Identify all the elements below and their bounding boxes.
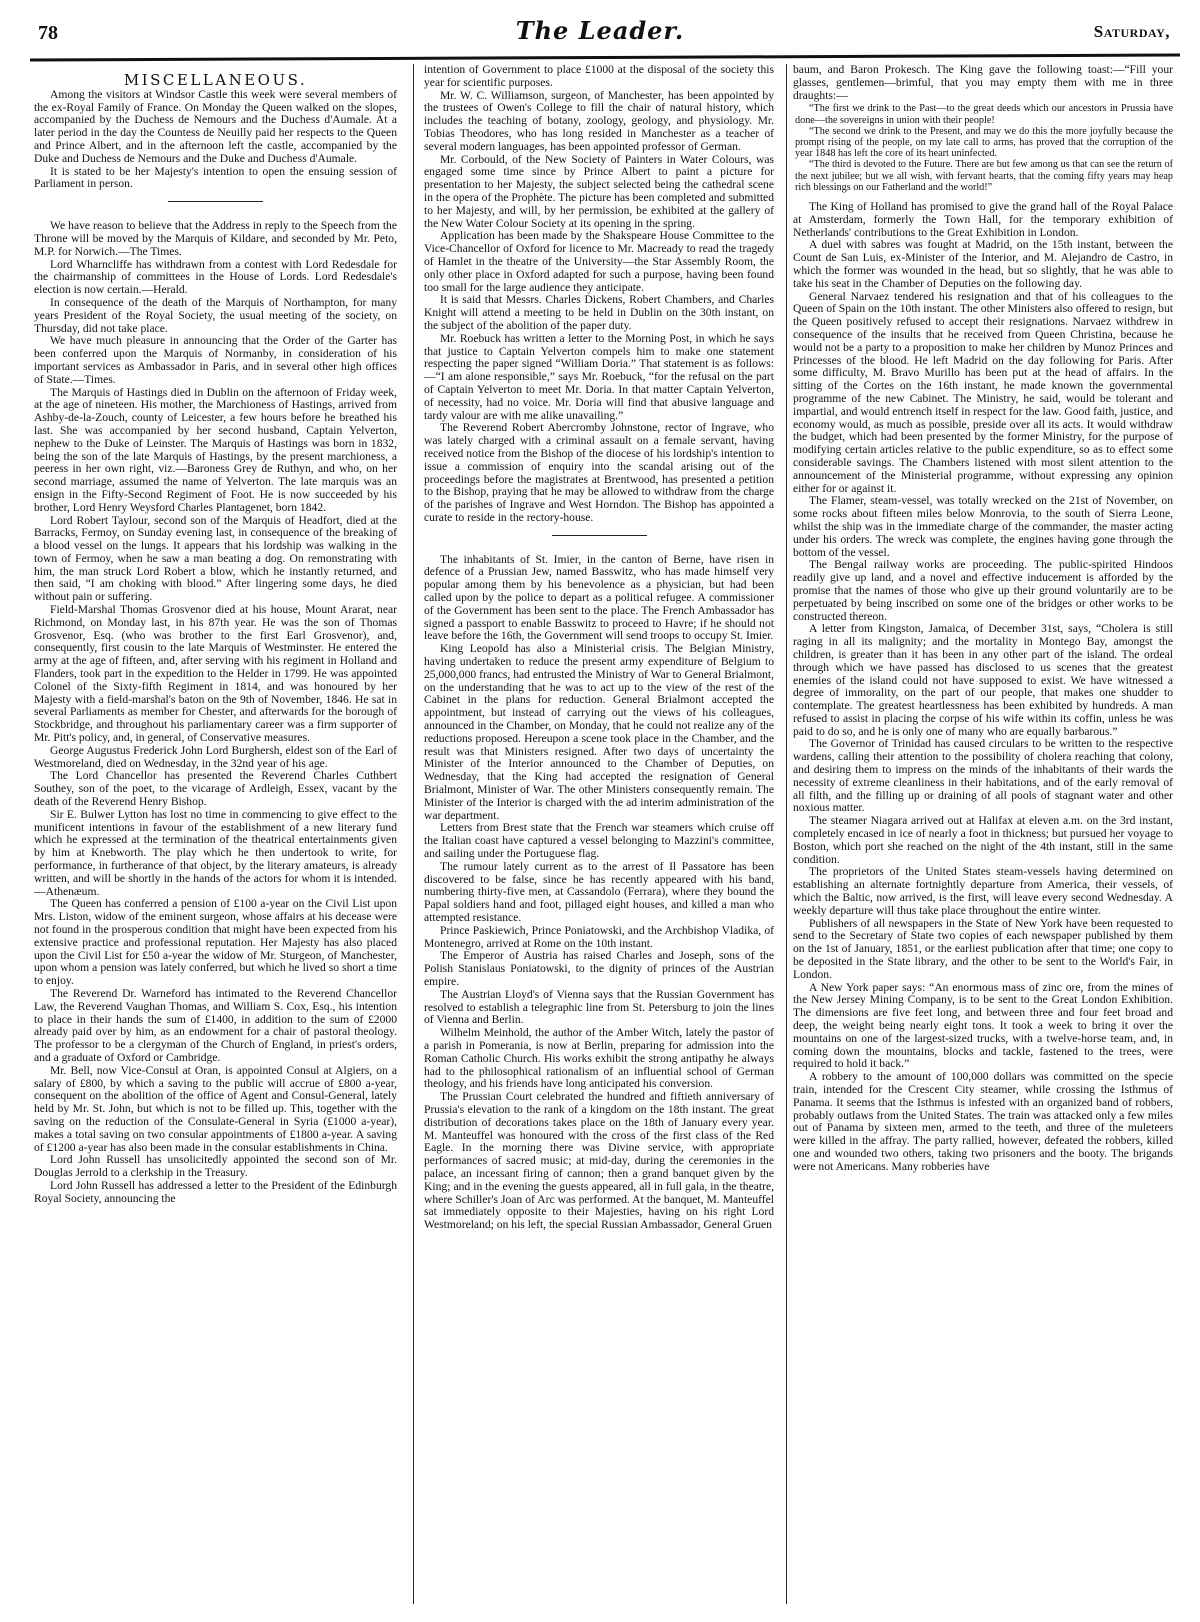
article-paragraph: Letters from Brest state that the French war steamers which cruise off the Italian coast have captured a vessel belonging to Mazzini's committee, and sailing under the Portuguese flag. xyxy=(424,821,774,861)
toast-quote: “The second we drink to the Present, and may we do this the more joyfully because the prompt rising of the people, on my late call to arms, has proved that the corruption of the year 1848 has left the core of its heart uninfected. xyxy=(795,125,1173,160)
section-heading: MISCELLANEOUS. xyxy=(123,71,308,89)
article-paragraph: A letter from Kingston, Jamaica, of December 31st, says, “Cholera is still raging in all its malignity; and the mortality in Montego Bay, amongst the children, is greater than it has been in any other part of the island. The ordeal through which we have passed has disclosed to us scenes that the greatest enemies of the island could not have supposed to exist. We have witnessed a degree of immorality, on the part of our people, that makes one shudder to contemplate. The greatest heartlessness has been exhibited by hundreds. A man refused to assist in placing the corpse of his wife within its coffin, unless he was paid to do so, and he is only one of many who are equally barbarous.” xyxy=(793,622,1173,738)
newspaper-title: The Leader. xyxy=(515,16,685,45)
article-paragraph: George Augustus Frederick John Lord Burghersh, eldest son of the Earl of Westmoreland, died on Wednesday, in the 32nd year of his age. xyxy=(34,743,397,770)
masthead xyxy=(0,0,1200,62)
article-paragraph: Wilhelm Meinhold, the author of the Amber Witch, lately the pastor of a parish in Pomerania, is now at Berlin, preparing for admission into the Roman Catholic Church. His works exhibit the strong antipathy he always had to the philosophical rationalism of an influential school of German theology, and his friends have long anticipated his conversion. xyxy=(424,1026,774,1091)
article-paragraph: A robbery to the amount of 100,000 dollars was committed on the specie train, intended for the Crescent City steamer, while crossing the Isthmus of Panama. It seems that the Isthmus is infested with an organized band of robbers, probably outlaws from the United States. The train was attacked only a few miles out of Panama by sixteen men, armed to the teeth, and three of the muleteers were killed in the affray. The party rallied, however, defeated the robbers, killed one and wounded two others, taking two prisoners and the booty. The brigands were not Americans. Many robberies have xyxy=(793,1070,1173,1173)
article-paragraph: The rumour lately current as to the arrest of Il Passatore has been discovered to be false, since he has recently appeared with his band, numbering thirty-five men, at Cassandolo (Ferrara), where they bound the Papal soldiers hand and foot, pillaged eight houses, and killed a man who attempted resistance. xyxy=(424,859,774,924)
issue-day: Saturday, xyxy=(1093,22,1170,41)
article-paragraph: Mr. Bell, now Vice-Consul at Oran, is appointed Consul at Algiers, on a salary of £800, by which a saving to the public will accrue of £800 a-year, consequent on the abolition of the office of Agent and Consul-General, lately held by Mr. St. John, but which is not to be filled up. This, together with the saving on the reduction of the Consulate-General in Syria (£1000 a-year), makes a total saving on two consular appointments of £1800 a-year. A saving of £1200 a-year has also been made in the consular establishments in China. xyxy=(34,1063,397,1154)
article-paragraph: Lord Wharncliffe has withdrawn from a contest with Lord Redesdale for the chairmanship of committees in the House of Lords. Lord Redesdale's election is now certain.—Herald. xyxy=(34,257,397,297)
column-2 xyxy=(424,64,774,1232)
article-paragraph: Mr. Corbould, of the New Society of Painters in Water Colours, was engaged some time since by Prince Albert to paint a picture for presentation to her Majesty, the subject selected being the cathedral scene in the opera of the Prophète. The picture has been completed and submitted to her Majesty, and will, by her permission, be exhibited at the gallery of the New Water Colour Society at its opening in the spring. xyxy=(424,152,774,230)
article-paragraph: It is said that Messrs. Charles Dickens, Robert Chambers, and Charles Knight will attend a meeting to be held in Dublin on the 30th instant, on the subject of the abolition of the paper duty. xyxy=(424,293,774,332)
article-paragraph: The Bengal railway works are proceeding. The public-spirited Hindoos readily give up land, and a novel and effective inducement is afforded by the promise that the names of those who give up their ground voluntarily are to be perpetuated by being inscribed on some one of the bridges or other works to be constructed thereon. xyxy=(793,558,1173,623)
article-paragraph: A duel with sabres was fought at Madrid, on the 15th instant, between the Count de San Luis, ex-Minister of the Interior, and M. Alejandro de Castro, in which the former was wounded in the head, but so slightly, that he was able to take his seat in the Chamber of Deputies on the following day. xyxy=(793,238,1173,290)
article-paragraph: Mr. W. C. Williamson, surgeon, of Manchester, has been appointed by the trustees of Owen's College to fill the chair of natural history, which includes the teaching of botany, zoology, geology, and physiology. Mr. Tobias Theodores, who has long resided in Manchester as a teacher of several modern languages, has been appointed professor of German. xyxy=(424,88,774,153)
article-paragraph: Prince Paskiewich, Prince Poniatowski, and the Archbishop Vladika, of Montenegro, arrived at Rome on the 10th instant. xyxy=(424,923,774,950)
article-paragraph: Lord John Russell has unsolicitedly appointed the second son of Mr. Douglas Jerrold to a clerkship in the Treasury. xyxy=(34,1153,397,1180)
article-paragraph: The Queen has conferred a pension of £100 a-year on the Civil List upon Mrs. Liston, widow of the eminent surgeon, whose affairs at his decease were not found in the prosperous condition that might have been expected from his extensive practice and professional reputation. Her Majesty has also placed upon the Civil List for £50 a-year the widow of Mr. Sturgeon, of Manchester, upon whom a pension was lately conferred, but which he lived so short a time to enjoy. xyxy=(34,897,397,988)
column-3 xyxy=(793,64,1173,1174)
section-separator xyxy=(168,201,263,202)
article-paragraph: General Narvaez tendered his resignation and that of his colleagues to the Queen of Spain on the 10th instant. The other Ministers also offered to resign, but the Queen positively refused to accept their resignations. Narvaez withdrew in consequence of the insults that he received from Queen Christina, because he would not be a party to a proposition to make her children by Munoz Princes and Princesses of the blood. He left Madrid on the day following for Paris. After some difficulty, M. Bravo Murillo has been put at the head of affairs. In the sitting of the Cortes on the 16th instant, he made known the governmental programme of the new Cabinet. The Ministry, he said, would be tolerant and impartial, and would entrench itself in respect for the law. Good faith, justice, and economy would, as much as possible, preside over all its acts. It would withdraw the budget, which had been presented by the former Ministry, for the purpose of modifying certain articles relative to the public expenditure, so as to effect some considerable savings. The Chambers listened with most silent attention to the announcement of the Ministerial programme, without expressing any opinion either for or against it. xyxy=(793,289,1173,495)
header-rule xyxy=(30,53,1180,61)
article-paragraph: intention of Government to place £1000 at the disposal of the society this year for scientific purposes. xyxy=(424,63,774,89)
article-paragraph: Field-Marshal Thomas Grosvenor died at his house, Mount Ararat, near Richmond, on Monday last, in his 87th year. He was the son of Thomas Grosvenor, Esq. (who was brother to the first Earl Grosvenor), and, consequently, first cousin to the late Marquis of Westminster. He entered the army at the age of fifteen, and, after serving with his regiment in Holland and Flanders, took part in the expedition to the Helder in 1799. He was appointed Colonel of the Sixty-fifth Regiment in 1814, and was honoured by her Majesty with a field-marshal's baton on the 9th of November, 1846. He sat in several Parliaments as member for Chester, and afterwards for the borough of Stockbridge, and throughout his parliamentary career was a firm supporter of Mr. Pitt's policy, and, in general, of Conservative measures. xyxy=(34,603,397,745)
article-paragraph: A New York paper says: “An enormous mass of zinc ore, from the mines of the New Jersey Mining Company, is to be sent to the Great London Exhibition. The dimensions are five feet long, and between three and four feet broad and deep, the weight being nearly eight tons. It took a week to bring it over the mountains on one of the largest-sized trucks, with a twelve-horse team, and, in coming down the mountains, blocks and tackle, fastened to the trees, were required to hold it back.” xyxy=(793,980,1173,1071)
article-paragraph: Lord Robert Taylour, second son of the Marquis of Headfort, died at the Barracks, Fermoy, on Sunday evening last, in consequence of the breaking of a blood vessel on the lungs. It appears that his lordship was walking in the town of Fermoy, when he saw a man beating a dog. On remonstrating with him, the man struck Lord Robert a blow, which he instantly returned, and then said, “I am choking with blood.” After lingering some days, he died without pain or suffering. xyxy=(34,513,397,604)
article-paragraph: We have reason to believe that the Address in reply to the Speech from the Throne will be moved by the Marquis of Kildare, and seconded by Mr. Peto, M.P. for Norwich.—The Times. xyxy=(34,219,397,258)
article-paragraph: It is stated to be her Majesty's intention to open the ensuing session of Parliament in person. xyxy=(34,164,397,191)
article-paragraph: The Prussian Court celebrated the hundred and fiftieth anniversary of Prussia's elevation to the rank of a kingdom on the 18th instant. The great distribution of decorations takes place on the 18th of January every year. M. Manteuffel was honoured with the cross of the first class of the Red Eagle. In the morning there was Divine service, with appropriate performances of sacred music; at mid-day, during the ceremonies in the palace, an incessant firing of cannon; then a grand banquet given by the King; and in the evening the guests appeared, all in full gala, in the theatre, where Schiller's Joan of Arc was performed. At the banquet, M. Manteuffel sat immediately opposite to their Majesties, having on his right Lord Westmoreland; on his left, the special Russian Ambassador, General Gruen xyxy=(424,1090,774,1232)
article-paragraph: The Governor of Trinidad has caused circulars to be written to the respective wardens, calling their attention to the possibility of cholera reaching that colony, and desiring them to impress on the minds of the inhabitants of their wards the necessity of extreme cleanliness in their habitations, and of the early removal of all filth, and the filling up or draining of all pools of stagnant water and other noxious matter. xyxy=(793,737,1173,815)
article-paragraph: The Reverend Dr. Warneford has intimated to the Reverend Chancellor Law, the Reverend Vaughan Thomas, and William S. Cox, Esq., his intention to place in their hands the sum of £1400, in addition to the sum of £2000 already paid over by him, as an endowment for a chair of pastoral theology. The professor to be a clergyman of the Church of England, in priest's orders, and a graduate of Oxford or Cambridge. xyxy=(34,986,397,1064)
article-paragraph: The Reverend Robert Abercromby Johnstone, rector of Ingrave, who was lately charged with a criminal assault on a female servant, having received notice from the Bishop of the diocese of his lordship's intention to issue a commission of enquiry into the scandal arising out of the proceedings before the magistrates at Brentwood, has presented a petition to the Bishop, praying that he may be allowed to withdraw from the charge of the parishes of Ingrave and West Horndon. The Bishop has appointed a curate to reside in the rectory-house. xyxy=(424,421,774,524)
toast-quotes xyxy=(793,103,1173,193)
article-paragraph: The King of Holland has promised to give the grand hall of the Royal Palace at Amsterdam, formerly the Town Hall, for the temporary exhibition of Netherlands' contributions to the Great Exhibition in London. xyxy=(793,200,1173,239)
article-paragraph: Lord John Russell has addressed a letter to the President of the Edinburgh Royal Society, announcing the xyxy=(34,1178,397,1205)
column-divider xyxy=(786,64,787,1604)
article-paragraph: Publishers of all newspapers in the State of New York have been requested to send to the Secretary of State two copies of each newspaper published by them on the 1st of January, 1851, or the earliest publication after that time; one copy to be deposited in the State library, and the other to be sent to the World's Fair, in London. xyxy=(793,916,1173,981)
article-paragraph: Among the visitors at Windsor Castle this week were several members of the ex-Royal Family of France. On Monday the Queen walked on the slopes, accompanied by the Duchess de Nemours and the Duchess d'Aumale. At a later period in the day the Countess de Neuilly paid her respects to the Queen and Prince Albert, and in the afternoon left the castle, accompanied by the Duke and Duchess de Nemours and the Duke and Duchess d'Aumale. xyxy=(34,87,397,165)
article-paragraph: The Lord Chancellor has presented the Reverend Charles Cuthbert Southey, son of the poet, to the vicarage of Ardleigh, Essex, vacant by the death of the Reverend Henry Bishop. xyxy=(34,769,397,809)
article-paragraph: Mr. Roebuck has written a letter to the Morning Post, in which he says that justice to Captain Yelverton compels him to make one statement respecting the paper signed “William Doria.” That statement is as follows:—“I am alone responsible,” says Mr. Roebuck, “for the refusal on the part of Captain Yelverton to meet Mr. Doria. In that matter Captain Yelverton, of necessity, had no voice. Mr. Doria will find that abusive language and tardy valour are with me alike unavailing.” xyxy=(424,331,774,422)
toast-quote: “The first we drink to the Past—to the great deeds which our ancestors in Prussia have done—the sovereigns in union with their people! xyxy=(795,103,1173,126)
article-paragraph: Application has been made by the Shakspeare House Committee to the Vice-Chancellor of Oxford for licence to Mr. Macready to read the tragedy of Hamlet in the theatre of the University—the Star Assembly Room, the only other place in Oxford adapted for such a purpose, having been found too small for the large audience they anticipate. xyxy=(424,229,774,294)
page-number: 78 xyxy=(38,22,58,44)
column-1 xyxy=(34,64,397,1206)
article-paragraph: We have much pleasure in announcing that the Order of the Garter has been conferred upon the Marquis of Normanby, in consideration of his important services as Ambassador in Paris, and in several other high offices of State.—Times. xyxy=(34,334,397,386)
article-paragraph: The steamer Niagara arrived out at Halifax at eleven a.m. on the 3rd instant, completely encased in ice of nearly a foot in thickness; but pursued her voyage to Boston, which port she reached on the night of the 4th instant, still in the same condition. xyxy=(793,814,1173,866)
article-paragraph: baum, and Baron Prokesch. The King gave the following toast:—“Fill your glasses, gentlemen—brimful, that you may empty them with me in three draughts:— xyxy=(793,63,1173,102)
article-paragraph: The Austrian Lloyd's of Vienna says that the Russian Government has resolved to establish a telegraphic line from St. Petersburg to join the lines of Vienna and Berlin. xyxy=(424,987,774,1027)
article-paragraph: The proprietors of the United States steam-vessels having determined on establishing an alternate fortnightly departure from America, their vessels, of which the Baltic, now arrived, is the first, will leave every second Wednesday. A weekly departure will thus take place throughout the entire winter. xyxy=(793,865,1173,917)
article-paragraph: The Marquis of Hastings died in Dublin on the afternoon of Friday week, at the age of nineteen. His mother, the Marchioness of Hastings, arrived from Ashby-de-la-Zouch, county of Leicester, a few hours before he breathed his last. She was accompanied by her second husband, Captain Yelverton, nephew to the Duke of Leinster. The Marquis of Hastings was born in 1832, being the son of the late Marquis of Hastings, by the present marchioness, a peeress in her own right, viz.—Baroness Grey de Ruthyn, and who, on her second marriage, assumed the name of Yelverton. The late marquis was an ensign in the Fifty-Second Regiment of Foot. He is now succeeded by his brother, Lord Henry Weysford Charles Plantagenet, born 1842. xyxy=(34,385,397,514)
article-paragraph: In consequence of the death of the Marquis of Northampton, for many years President of the Royal Society, the usual meeting of the society, on Thursday, did not take place. xyxy=(34,295,397,335)
column-divider xyxy=(413,64,414,1604)
article-paragraph: The Flamer, steam-vessel, was totally wrecked on the 21st of November, on some rocks about fifteen miles below Monrovia, to the south of Sierra Leone, whilst the ship was in the immediate charge of the commander, the master acting under his orders. The wreck was complete, the engines having gone through the bottom of the vessel. xyxy=(793,494,1173,559)
article-paragraph: Sir E. Bulwer Lytton has lost no time in commencing to give effect to the munificent intentions in favour of the establishment of a new literary fund which he expressed at the termination of the theatrical entertainments given by him at Knebworth. The play which he then undertook to write, for performance, in furtherance of that object, by the literary amateurs, is already written, and will be shortly in the hands of the actors for whom it is intended.—Athenæum. xyxy=(34,807,397,898)
article-paragraph: The inhabitants of St. Imier, in the canton of Berne, have risen in defence of a Prussian Jew, named Basswitz, who has made himself very popular among them by his benevolence as a physician, but had been called upon by the police to depart as a political refugee. A commissioner of the Government has been sent to the place. The French Ambassador has signed a passport to enable Basswitz to proceed to Havre; if he should not leave before the 16th, the Government will send troops to occupy St. Imier. xyxy=(424,552,774,643)
article-paragraph: The Emperor of Austria has raised Charles and Joseph, sons of the Polish Stanislaus Poniatowski, to the dignity of princes of the Austrian empire. xyxy=(424,949,774,988)
section-separator xyxy=(552,535,647,536)
article-paragraph: King Leopold has also a Ministerial crisis. The Belgian Ministry, having undertaken to reduce the present army expenditure of Belgium to 25,000,000 francs, had entrusted the Ministry of War to General Brialmont, on the understanding that he was to act up to the view of the rest of the Cabinet in the plans for reduction. General Brialmont accepted the appointment, but instead of carrying out the views of his colleagues, announced in the Chamber, on Monday, that he could not realize any of the reductions proposed. Hereupon a scene took place in the Chamber, and the result was that Ministers resigned. After two days of uncertainty the Minister of the Interior announced to the Chamber of Deputies, on Wednesday, that the King had accepted the resignation of General Brialmont, Minister of War. The other Ministers consequently remain. The Minister of the Interior is charged with the ad interim administration of the war department. xyxy=(424,642,774,822)
toast-quote: “The third is devoted to the Future. There are but few among us that can see the return of the next jubilee; but we all wish, with fervant hearts, that the coming fifty years may heap rich blessings on our Fatherland and the world!” xyxy=(795,159,1173,193)
